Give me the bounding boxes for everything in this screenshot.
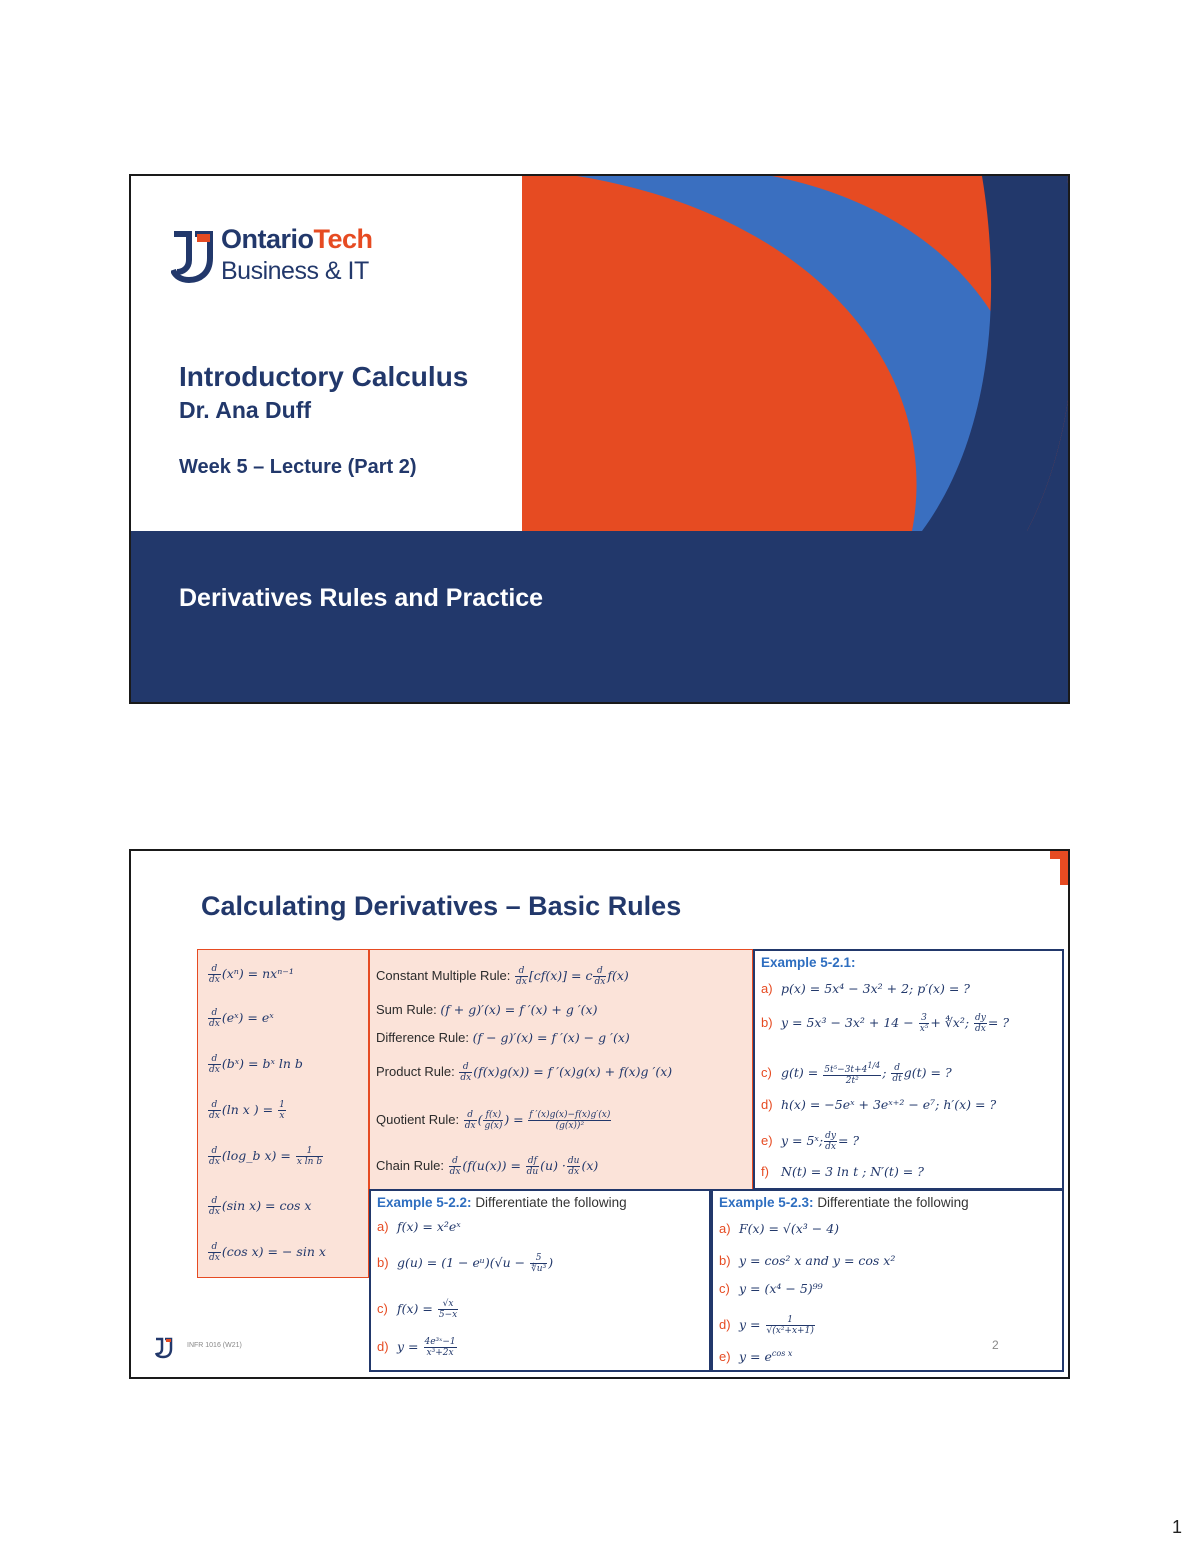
- example-item: d) h(x) = −5eˣ + 3eˣ⁺² − e⁷; h′(x) = ?: [761, 1097, 997, 1112]
- derivative-log: $\frac{d}{dx}$ (log_b x) = $\frac{1}{\text{x ln b}}$: [209, 1146, 323, 1167]
- example-item: d) y = $\frac{1}{\text{√(x²+x+1)}}$: [719, 1315, 814, 1336]
- rule-product: Product Rule: $\frac{d}{dx}$ (f(x)g(x)) = f ′(x)g(x) + f(x)g ′(x): [376, 1062, 673, 1083]
- example-item: a) F(x) = √(x³ − 4): [719, 1221, 840, 1236]
- example-item: c) f(x) = $\frac{√x}{5-x}$: [377, 1299, 458, 1320]
- slide-title: Calculating Derivatives – Basic Rules: [201, 891, 682, 921]
- ontariotech-logo: [171, 226, 401, 291]
- rule-sum: Sum Rule: (f + g)′(x) = f ′(x) + g ′(x): [376, 1002, 598, 1017]
- logo-subtitle: Business & IT: [221, 257, 369, 285]
- example-5-2-2: [369, 1189, 711, 1372]
- page-number: 1: [1172, 1517, 1183, 1537]
- example-item: a) f(x) = x²eˣ: [377, 1219, 461, 1234]
- example-item: c) g(t) = $\frac{5t^5-3t+4^{1/4}}{\text{2t²}}$ ; $\frac{d}{dt}$ g(t) = ?: [761, 1061, 952, 1086]
- logo-wordmark: OntarioTech: [221, 224, 373, 254]
- author-name: Dr. Ana Duff: [179, 397, 312, 423]
- rule-difference: Difference Rule: (f − g)′(x) = f ′(x) − g ′(x): [376, 1030, 630, 1045]
- course-code: INFR 1016 (W21): [187, 1342, 242, 1349]
- example-item: e) $y = e^{cos x}$: [719, 1349, 793, 1365]
- example-item: c) y = (x⁴ − 5)⁹⁹: [719, 1281, 823, 1296]
- example-5-2-3: [711, 1189, 1064, 1372]
- example-item: d) y = $\frac{\text{4e³ˣ−1}}{\text{x³+2x}}$: [377, 1337, 456, 1358]
- example-item: b) y = cos² x and y = cos x²: [719, 1253, 896, 1268]
- shield-icon: [171, 230, 213, 284]
- rule-chain: Chain Rule: $\frac{d}{dx}$ (f(u(x)) = $\frac{df}{du}$ (u) · $\frac{du}{dx}$ (x): [376, 1156, 599, 1177]
- decorative-arcs: [522, 176, 1070, 531]
- derivative-ln: $\frac{d}{dx}$ (ln x ) = $\frac{1}{x}$: [209, 1100, 285, 1121]
- title-slide: [129, 174, 1070, 704]
- example-item: f) N(t) = 3 ln t ; N′(t) = ?: [761, 1164, 924, 1179]
- derivative-sin: $\frac{d}{dx}$ (sin x) = cos x: [209, 1196, 312, 1217]
- example-5-2-1: [753, 949, 1064, 1190]
- example-heading: Example 5-2.3: Differentiate the following: [719, 1195, 969, 1210]
- example-heading: Example 5-2.2: Differentiate the following: [377, 1195, 627, 1210]
- footer-shield-icon: [155, 1337, 173, 1359]
- example-item: a) p(x) = 5x⁴ − 3x² + 2; p′(x) = ?: [761, 981, 970, 996]
- example-item: b) g(u) = (1 − eᵘ)(√u − $\frac{5}{\text{∜u³}}$ ): [377, 1253, 554, 1274]
- rule-quotient: Quotient Rule: $\frac{d}{dx}$ ( $\frac{f(x)}{g(x)}$ ) = $\frac{f '(x)g(x)-f(x)g'(x)}{\text{(g(x))²}}$: [376, 1110, 611, 1131]
- example-item: b) y = 5x³ − 3x² + 14 − $\frac{3}{\text{x⁵}}$ + ∜x²; $\frac{dy}{dx}$ = ?: [761, 1013, 1010, 1034]
- slide-number: 2: [992, 1338, 999, 1352]
- course-title: Introductory Calculus: [179, 361, 469, 392]
- derivative-power: $\frac{d}{dx}$ (xⁿ) = nxⁿ⁻¹: [209, 964, 294, 985]
- corner-accent-icon: [1050, 851, 1068, 885]
- lecture-week: Week 5 – Lecture (Part 2): [179, 456, 417, 478]
- title-band: [131, 531, 1068, 704]
- derivative-base-exp: $\frac{d}{dx}$ (bˣ) = bˣ ln b: [209, 1054, 303, 1075]
- derivative-cos: $\frac{d}{dx}$ (cos x) = − sin x: [209, 1242, 326, 1263]
- derivative-rules-box: [369, 949, 753, 1190]
- basic-derivatives-box: [197, 949, 369, 1278]
- lecture-topic: Derivatives Rules and Practice: [179, 584, 544, 612]
- rule-constant-multiple: Constant Multiple Rule: $\frac{d}{dx}$ [cf(x)] = c $\frac{d}{dx}$ f(x): [376, 966, 629, 987]
- rules-slide: [129, 849, 1070, 1379]
- example-heading: Example 5-2.1:: [761, 955, 856, 970]
- example-item: e) y = 5ˣ; $\frac{dy}{dx}$ = ?: [761, 1131, 860, 1152]
- derivative-exp: $\frac{d}{dx}$ (eˣ) = eˣ: [209, 1008, 274, 1029]
